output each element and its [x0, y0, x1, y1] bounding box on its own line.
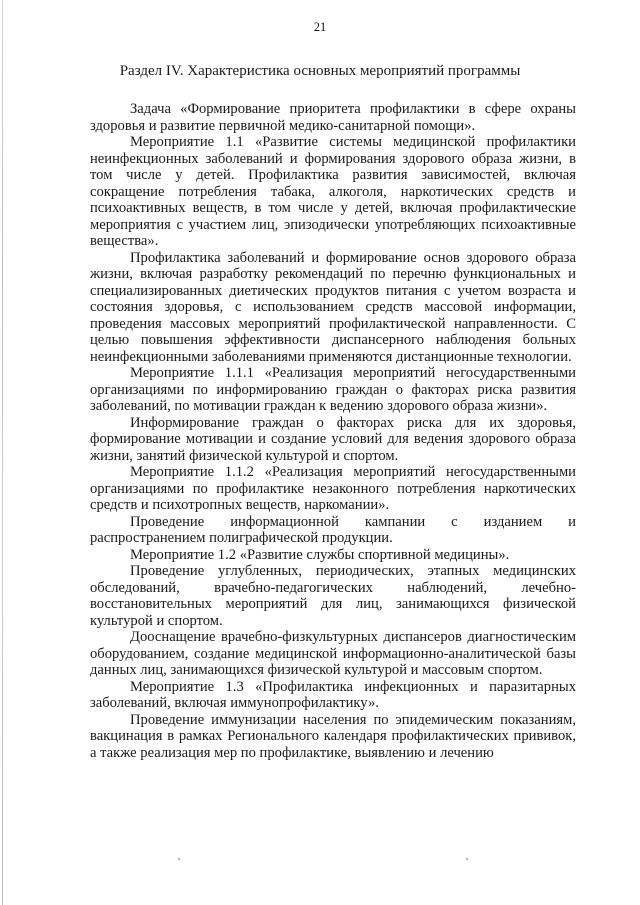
paragraph-disease-prevention: Профилактика заболеваний и формирование основ здорового образа жизни, включая разработку рекомендаций по перечню функциональных и специализированных диетических продуктов питания с учетом возраста и состояния здоровья, с использованием средств массовой информации, проведения массовых мероприятий профилактической направленности. С целью повышения эффективности диспансерного наблюдения больных неинфекционными заболеваниями применяются дистанционные технологии. [90, 249, 576, 365]
paragraph-dispensary-equipment: Дооснащение врачебно-физкультурных диспансеров диагностическим оборудованием, создание медицинской информационно-аналитической базы данных лиц, занимающихся физической культурой и массовым спортом. [90, 629, 576, 678]
paragraph-measure-1-2: Мероприятие 1.2 «Развитие службы спортивной медицины». [130, 546, 510, 563]
body-text [90, 101, 576, 761]
paragraph-measure-1-1: Мероприятие 1.1 «Развитие системы медицинской профилактики неинфекционных заболеваний и формирования здорового образа жизни, в том числе у детей. Профилактика развития зависимостей, включая сокращение потребления табака, алкоголя, наркотических средств и психоактивных веществ, в том числе у детей, включая профилактические мероприятия с участием лиц, эпизодически употребляющих психоактивные вещества». [90, 134, 576, 249]
paragraph-information-campaign: Проведение информационной кампании с изданием и распространением полиграфической продукции. [90, 513, 576, 546]
paragraph-task: Задача «Формирование приоритета профилактики в сфере охраны здоровья и развитие первичной медико-санитарной помощи». [90, 101, 576, 134]
paragraph-measure-1-1-1: Мероприятие 1.1.1 «Реализация мероприятий негосударственными организациями по информированию граждан о факторах риска развития заболеваний, по мотивации граждан к ведению здорового образа жизни». [90, 365, 576, 414]
scan-speck [178, 858, 180, 860]
page-number: 21 [313, 20, 327, 34]
scan-edge-line [2, 0, 3, 905]
section-heading: Раздел IV. Характеристика основных мероприятий программы [119, 63, 521, 79]
paragraph-citizen-informing: Информирование граждан о факторах риска для их здоровья, формирование мотивации и создание условий для ведения здорового образа жизни, занятий физической культурой и спортом. [90, 414, 576, 464]
scan-speck [466, 858, 468, 860]
paragraph-measure-1-1-2: Мероприятие 1.1.2 «Реализация мероприятий негосударственными организациями по профилактике незаконного потребления наркотических средств и психотропных веществ, наркомании». [90, 464, 576, 513]
paragraph-immunization: Проведение иммунизации населения по эпидемическим показаниям, вакцинация в рамках Регионального календаря профилактических прививок, а также реализация мер по профилактике, выявлению и лечению [90, 711, 576, 761]
paragraph-measure-1-3: Мероприятие 1.3 «Профилактика инфекционных и паразитарных заболеваний, включая иммунопрофилактику». [90, 678, 576, 711]
paragraph-medical-examinations: Проведение углубленных, периодических, этапных медицинских обследований, врачебно-педагогических наблюдений, лечебно-восстановительных мероприятий для лиц, занимающихся физической культурой и спортом. [90, 563, 576, 629]
